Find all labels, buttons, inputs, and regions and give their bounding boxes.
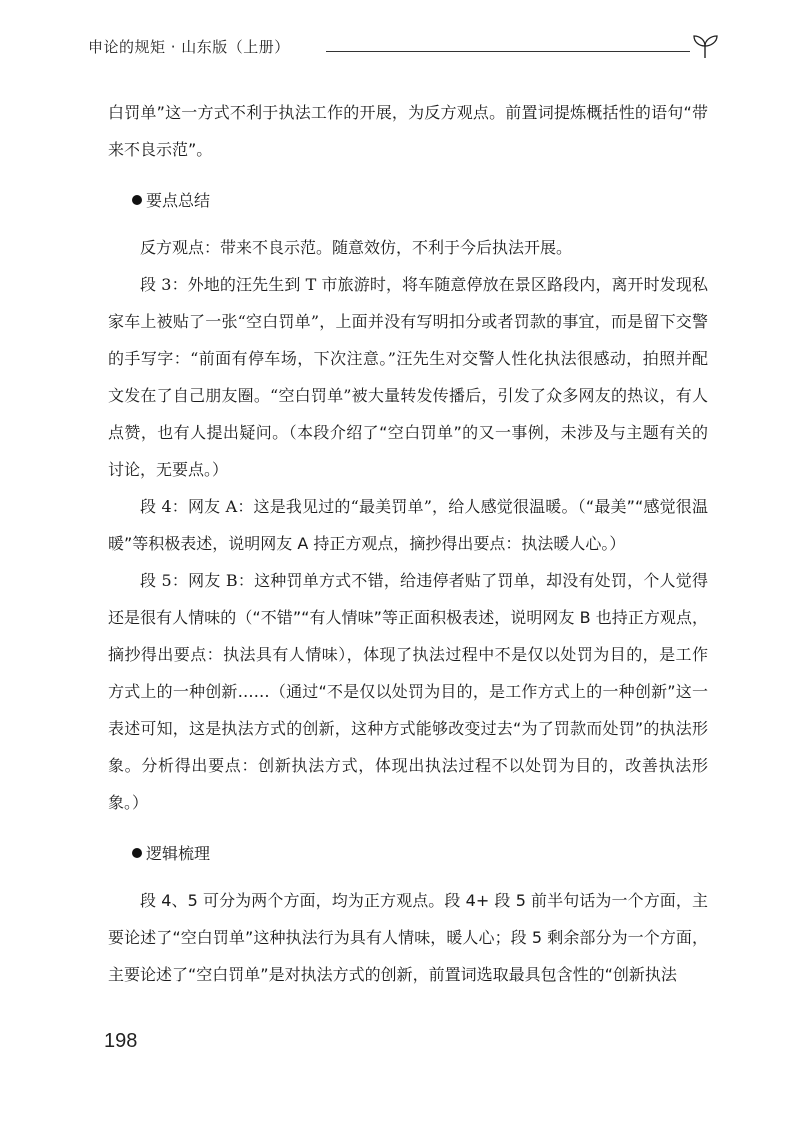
header-rule [326,51,690,52]
section-heading-key-points [108,182,708,219]
segment-text: ，体现了执法过程中不是仅以处罚为目的，是工作方式上的一种创新…… [108,645,708,701]
paragraph-logic: 段 4、5 可分为两个方面，均为正方观点。段 4+ 段 5 前半句话为一个方面，主要论述了“空白罚单”这种执法行为具有人情味，暖人心；段 5 剩余部分为一个方面，主要论述了“空白罚单”是对执法方式的创新，前置词选取最具包含性的“创新执法 [108,891,708,984]
annotation-note: （通过“不是仅以处罚为目的，是工作方式上的一种创新”这一表述可知，这是执法方式的创新，这种方式能够改变过去“为了罚款而处罚”的执法形象。分析得出要点：创新执法方式，体现出执法过程不以处罚为目的，改善执法形象。） [108,682,708,812]
heading-text: 逻辑梳理 [146,844,211,863]
segment-text: 段 3：外地的汪先生到 T 市旅游时，将车随意停放在景区路段内，离开时发现私家车上被贴了一张“空白罚单”，上面并没有写明扣分或者罚款的事宜，而是留下交警的手写字：“前面有停车场，下次注意。”汪先生对交警人性化执法很感动，拍照并配文发在了自己朋友圈。“空白罚单”被大量转发传播后，引发了众多网友的热议，有人点赞，也有人提出疑问。 [108,275,708,442]
paragraph-segment-5 [108,562,708,821]
page-content [108,94,708,993]
paragraph-continued: 白罚单”这一方式不利于执法工作的开展，为反方观点。前置词提炼概括性的语句“带来不良示范”。 [108,103,708,159]
paragraph-summary: 反方观点：带来不良示范。随意效仿，不利于今后执法开展。 [140,238,573,257]
section-heading-logic [108,835,708,872]
segment-text: 段 5：网友 B：这种罚单方式不错，给违停者贴了罚单，却没有处罚，个人觉得还是很有人情味的 [108,571,708,627]
paragraph-segment-3 [108,266,708,488]
page-number: 198 [104,1030,138,1052]
sprout-icon [690,32,720,60]
segment-text: 段 4：网友 A：这是我见过的“最美罚单”，给人感觉很温暖。 [140,497,578,516]
heading-text: 要点总结 [146,191,211,210]
bullet-icon [132,195,142,205]
paragraph-segment-4 [108,488,708,562]
bullet-icon [132,848,142,858]
running-header [88,32,720,60]
book-title: 申论的规矩 · 山东版（上册） [88,38,290,56]
annotation-note: （“最美”“感觉很温暖”等积极表述，说明网友 A 持正方观点，摘抄得出要点：执法暖人心。） [108,497,708,553]
annotation-note: （本段介绍了“空白罚单”的又一事例，未涉及与主题有关的讨论，无要点。） [108,423,708,479]
annotation-note: （“不错”“有人情味”等正面积极表述，说明网友 B 也持正方观点，摘抄得出要点：执法具有人情味） [108,608,708,664]
